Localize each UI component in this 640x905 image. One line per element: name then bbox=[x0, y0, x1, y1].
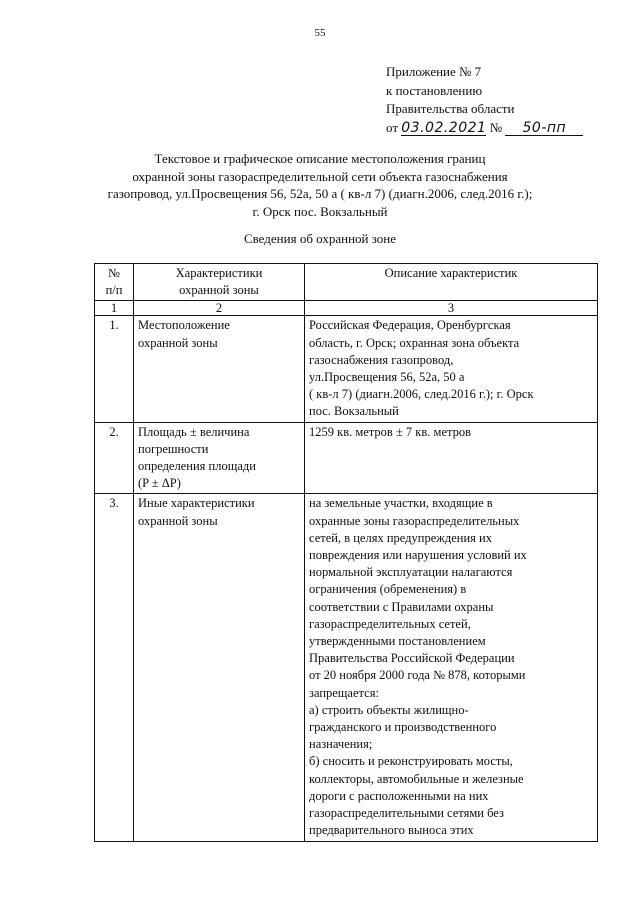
text-line: Иные характеристики bbox=[138, 496, 255, 511]
column-number: 3 bbox=[305, 301, 598, 316]
from-label: от bbox=[386, 119, 399, 135]
header-number-label: п/п bbox=[105, 283, 123, 298]
table-row bbox=[95, 494, 598, 841]
title-line: газопровод, ул.Просвещения 56, 52а, 50 а ( кв-л 7) (диагн.2006, след.2016 г.); bbox=[107, 186, 533, 201]
header-cell-description: Описание характеристик bbox=[305, 264, 598, 301]
row-description bbox=[305, 494, 598, 841]
title-line: Текстовое и графическое описание местоположения границ bbox=[154, 151, 486, 166]
text-line: утвержденными постановлением bbox=[309, 634, 486, 649]
text-line: охранные зоны газораспределительных bbox=[309, 513, 520, 528]
row-characteristic bbox=[134, 422, 305, 494]
column-number: 2 bbox=[134, 301, 305, 316]
row-characteristic bbox=[134, 316, 305, 422]
text-line: б) сносить и реконструировать мосты, bbox=[309, 754, 513, 769]
row-description bbox=[305, 422, 598, 494]
page-number: 55 bbox=[314, 27, 326, 39]
text-line: ограничения (обременения) в bbox=[309, 582, 467, 597]
title-line: г. Орск пос. Вокзальный bbox=[252, 203, 388, 219]
text-line: охранной зоны bbox=[138, 513, 218, 528]
text-line: дороги с расположенными на них bbox=[309, 788, 489, 803]
text-line: гражданского и производственного bbox=[309, 720, 497, 735]
header-number-sign: № bbox=[108, 266, 120, 280]
table-row bbox=[95, 316, 598, 422]
text-line: коллекторы, автомобильные и железные bbox=[309, 771, 524, 786]
text-line: назначения; bbox=[309, 737, 373, 752]
table-header-row bbox=[95, 264, 598, 301]
document-title bbox=[40, 150, 600, 220]
text-line: 1259 кв. метров ± 7 кв. метров bbox=[309, 424, 472, 439]
handwritten-number: 50-пп bbox=[505, 121, 583, 136]
protection-zone-table bbox=[94, 263, 598, 842]
header-cell-characteristics bbox=[134, 264, 305, 301]
row-characteristic bbox=[134, 494, 305, 841]
column-number: 1 bbox=[95, 301, 134, 316]
row-number: 2. bbox=[95, 422, 134, 494]
text-line: Российская Федерация, Оренбургская bbox=[309, 318, 511, 333]
number-label: № bbox=[489, 119, 503, 135]
header-characteristics-line: охранной зоны bbox=[179, 283, 259, 298]
row-number: 1. bbox=[95, 316, 134, 422]
text-line: запрещается: bbox=[309, 685, 379, 700]
appendix-block bbox=[386, 63, 583, 137]
text-line: а) строить объекты жилищно- bbox=[309, 702, 469, 717]
row-description bbox=[305, 316, 598, 422]
text-line: Местоположение bbox=[138, 318, 230, 333]
text-line: охранной зоны bbox=[138, 335, 218, 350]
row-number: 3. bbox=[95, 494, 134, 841]
text-line: газораспределительными сетями без bbox=[309, 806, 504, 821]
text-line: определения площади bbox=[138, 459, 256, 474]
appendix-date-line bbox=[386, 119, 583, 138]
text-line: Площадь ± величина bbox=[138, 424, 250, 439]
text-line: соответствии с Правилами охраны bbox=[309, 599, 494, 614]
header-cell-number bbox=[95, 264, 134, 301]
appendix-line-1: Приложение № 7 bbox=[386, 64, 482, 79]
text-line: (P ± ΔP) bbox=[138, 476, 181, 491]
text-line: Правительства Российской Федерации bbox=[309, 651, 515, 666]
text-line: предварительного выноса этих bbox=[309, 823, 474, 838]
handwritten-date: 03.02.2021 bbox=[401, 119, 487, 136]
header-characteristics-line: Характеристики bbox=[175, 266, 263, 280]
appendix-line-2: к постановлению bbox=[386, 82, 483, 98]
section-subtitle: Сведения об охранной зоне bbox=[243, 231, 397, 246]
text-line: пос. Вокзальный bbox=[309, 404, 399, 419]
appendix-line-3: Правительства области bbox=[386, 101, 515, 116]
text-line: газоснабжения газопровод, bbox=[309, 352, 454, 367]
text-line: от 20 ноября 2000 года № 878, которыми bbox=[309, 668, 526, 683]
text-line: ул.Просвещения 56, 52а, 50 а bbox=[309, 370, 465, 385]
table-column-numbers-row bbox=[95, 301, 598, 316]
text-line: повреждения или нарушения условий их bbox=[309, 548, 527, 563]
text-line: погрешности bbox=[138, 441, 209, 456]
text-line: нормальной эксплуатации налагаются bbox=[309, 565, 513, 580]
text-line: область, г. Орск; охранная зона объекта bbox=[309, 335, 520, 350]
title-line: охранной зоны газораспределительной сети объекта газоснабжения bbox=[132, 168, 508, 184]
table-row bbox=[95, 422, 598, 494]
text-line: на земельные участки, входящие в bbox=[309, 496, 493, 511]
text-line: газораспределительных сетей, bbox=[309, 616, 471, 631]
text-line: сетей, в целях предупреждения их bbox=[309, 530, 492, 545]
text-line: ( кв-л 7) (диагн.2006, след.2016 г.); г. Орск bbox=[309, 387, 534, 402]
